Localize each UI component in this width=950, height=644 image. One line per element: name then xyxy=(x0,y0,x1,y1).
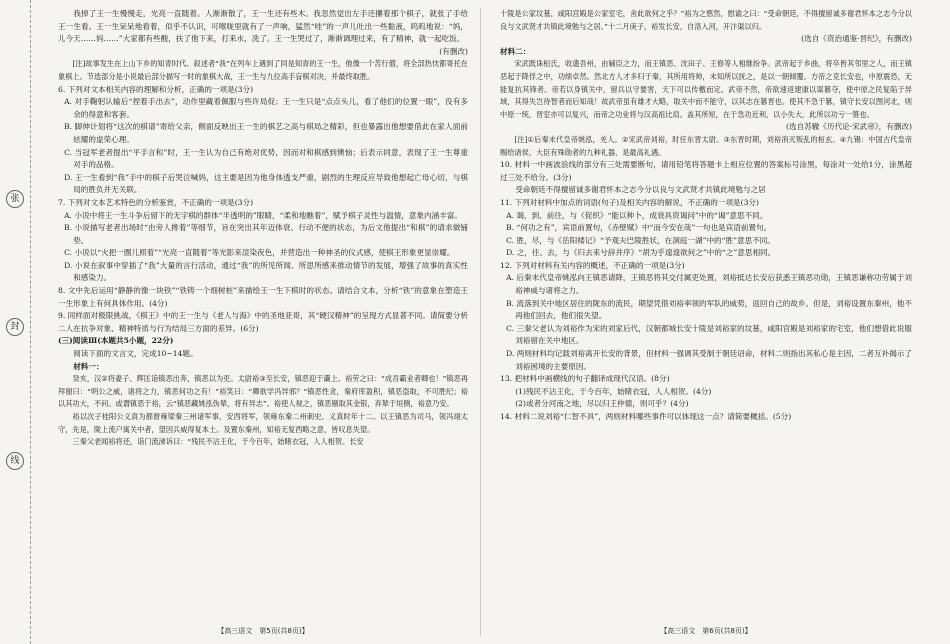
margin-mark-1: 张 xyxy=(6,190,24,208)
right-footer: 【高三语文 第6页(共8页)】 xyxy=(660,627,752,636)
binding-margin xyxy=(0,0,31,644)
option-12b: B. 流落到关中地区居住的陇东的流民，期望凭借刘裕率领的军队的威势，返回自己的故乡。但是，刘裕设置东秦州，他不再他们回去，他们很失望。 xyxy=(506,298,912,321)
section-instruction: 阅读下面的文言文，完成10~14题。 xyxy=(73,349,198,359)
question-10: 10. 材料一中画波浪线的部分有三处需要断句，请用铅笔将答题卡上相应位置的答案标号涂黑，每涂对一处给1分，涂黑超过三处不给分。(3分) xyxy=(500,160,912,182)
question-7: 7. 下列对文本艺术特色的分析鉴赏，不正确的一项是(3分) xyxy=(58,197,254,207)
source-note: (选自《资治通鉴·晋纪》，有删改) xyxy=(801,34,912,44)
option-11c: C. 胜，尽，与《岳阳楼记》“予观夫巴陵胜状，在洞庭一湖”中的“胜”意思不同。 xyxy=(506,235,775,245)
question-12: 12. 下列对材料有关内容的概述，不正确的一项是(3分) xyxy=(500,260,685,270)
material-1-heading: 材料一： xyxy=(73,361,104,371)
question-13: 13. 把材料中画横线的句子翻译成现代汉语。(8分) xyxy=(500,374,670,384)
source-note: (选自苏辙《历代论·宋武帝》，有删改) xyxy=(785,122,912,132)
option-7b: B. 小说描写老者出场时“由旁人搀着”等细节，旨在突出其年迈体衰、行动不便的状态，为后文他提出“和棋”的请求做铺垫。 xyxy=(64,223,468,245)
material-1-continued: 十陵是公家坟墓，咸阳宫殿是公家室宅，舍此欲何之乎？”裕为之愍然，慰谕之曰：“受命朝廷，不得擅留诚多谢君怀本之志今分以良与文武贤才共镇此境勉与之居。”十二月庚子，裕发长安，自洛入河，开汴渠以归。 xyxy=(500,9,912,31)
punctuation-sentence: 受命朝廷不得擅留诚多谢君怀本之志今分以良与文武贤才共镇此境勉与之居 xyxy=(515,185,766,195)
option-6d: D. 王一生看到“我”手中的棋子后哭泣喊妈，这主要是因为他身体透支严重，剧烈的生理反应导致他想起亡母心切，与棋局的胜负并无关联。 xyxy=(64,172,468,195)
left-footer: 【高三语文 第5页(共8页)】 xyxy=(217,627,309,636)
material-1-paragraph: 裕以次子桂阳公义真为都督雍梁秦三州诸军事，安西将军，领雍东秦二州刺史。义真时年十二。以王镇恶为司马，领冯翊太守，先是，陇上流户寓关中者，望因兵威得复本土。及置东秦州，知裕无复西略之意，皆叹息失望。 xyxy=(58,412,468,434)
material-1-paragraph: 癸亥，汉②将妻子、辉匡诣镇恶出奔，镇恶以为吏。太尉裕③至长安，镇恶迎于灞上。裕劳之曰：“成吾霸业者卿也！”镇恶再拜谢曰：“明公之威，诸将之力，镇恶何功之有！”裕笑曰：“卿欲学冯异邪？”镇恶性贪，秦府库盈积，镇恶盗取，不可胜纪；裕以其功大，不问。或谮镇恶于裕，云“镇恶藏姚泓伪辇，将有异志”。裕使人视之，镇恶剔取其金银，弃辇于垣侧，裕意乃安。 xyxy=(58,374,468,409)
question-9: 9. 同样面对极限挑战，《棋王》中的王一生与《老人与海》中的圣地亚哥，其“硬汉精神”的呈现方式显著不同。请简要分析二人在抗争对象、精神特质与行为结局三方面的差异。(6分) xyxy=(58,311,468,333)
question-8: 8. 文中先后运用“静静的像一块铁”“铁铸一个细树桩”来描绘王一生下棋时的状态。请结合文本，分析“铁”的意象在塑造王一生形象上有何具体作用。(4分) xyxy=(58,286,468,308)
option-6a: A. 对手鞠躬认输后“捏着手出去”，动作里藏着佩服与些许局促；王一生只是“点点头儿，看了他们的位置一眼”，没有多余的得意和客套。 xyxy=(64,97,468,119)
option-7d: D. 小说在叙事中穿插了“我”大量的言行活动，通过“我”的所见所闻、所思所感来推动情节的发展，增强了故事的真实性和感染力。 xyxy=(64,260,468,283)
source-note: (有删改) xyxy=(439,46,468,56)
option-12d: D. 两则材料均记载刘裕离开长安的背景，但材料一强调其受制于朝廷诏命，材料二则指出其私心是主因，二者互补揭示了刘裕困境的主要原因。 xyxy=(506,349,912,371)
question-14: 14. 材料二说刘裕“仁智不具”，两则材料哪些事件可以体现这一点？请简要概括。(5分) xyxy=(500,412,792,421)
section-heading: (三)阅读Ⅲ(本题共5小题，22分) xyxy=(58,336,174,346)
option-11d: D. 之，往、去，与《归去来兮辞并序》“胡为乎遑遑欲何之”中的“之”意思相同。 xyxy=(506,248,776,258)
material-2-heading: 材料二： xyxy=(500,46,531,56)
question-11: 11. 下列对材料中加点的词语(句子)及相关内容的解说，不正确的一项是(3分) xyxy=(500,197,759,207)
annotation-note: [注]故事发生在上山下乡的知青时代。叙述者“我”在列车上遇到了同是知青的王一生，他像一个苦行僧，将全部热忱都寄托在象棋上。节选部分是小说最后部分描写一时的象棋大战，王一生与九位高手盲棋对决，并最终取胜。 xyxy=(58,59,468,81)
question-6: 6. 下列对文本相关内容的理解和分析，正确的一项是(3分) xyxy=(58,84,254,94)
material-1-paragraph: 三秦父老闻裕将还，诣门流涕诉曰：“残民不沾王化，于今百年，始睹衣冠，人人相贺。长安 xyxy=(72,437,364,447)
option-11a: A. 谒，到、前往，与《促织》“能以种卜，成衰具资谒问”中的“谒”意思不同。 xyxy=(506,210,768,220)
option-12a: A. 后秦末代皇帝姚泓向王镇恶请降，王镇恶将其交付属吏处置，刘裕抵达长安后获悉王镇恶功勋，王镇恶谦称功劳属于刘裕神威与诸将之力。 xyxy=(506,273,912,296)
page-divider xyxy=(480,8,481,636)
question-13-part-1: (1)残民不沾王化，于今百年，始睹衣冠，人人相贺。(4分) xyxy=(515,386,712,396)
annotation-note: [注]①后秦末代皇帝姚泓，羌人。②宋武帝刘裕，时任东晋太尉。③东晋时期，刘裕消灭叛乱的桓玄。④九锡：中国古代皇帝赐给诸侯、大臣有殊勋者的九种礼器，是最高礼遇。 xyxy=(500,134,912,157)
option-7c: C. 小说以“火把一圈儿照着”“光亮一直随着”等光影来渲染夜色，并营造出一种神圣的仪式感，使棋王形象更显崇耀。 xyxy=(64,248,455,258)
right-page xyxy=(500,0,912,644)
question-13-part-2: (2)或者分河南之地，尽以归王仲德，则可乎？(4分) xyxy=(515,399,689,409)
material-2-paragraph: 宋武既诛桓氏，收遗吾州，由辅臣之力，而王镇恶、沈田子、王修等人相继纷争。武帝起于乡曲，将卒皆其邻里之人，而王镇恶起于降俘之中，功绩卓然。然北方人才多归于秦，其所用将帅，未知所以抚之，是以一朝倾覆。方帝之克长安也，中原震恐，无能复抗其锋者。帝若以身镇关中，留兵以守要害，天下可以传檄而定。武帝不然，帝欲速返建康以谋篡夺，使中原之民复陷于异域，其得失岂待智者而后知哉！故武帝虽有雄才大略，取关中而不能守，以其志在篡晋也。使其不急于篡，镇守长安以图河北，则中原一统，晋室亦可以复兴，而帝之功业将与汉高祖比肩。盖其所短，在于急功近利，以小失大，此所以功亏一篑也。 xyxy=(500,59,912,119)
option-6b: B. 脚伸计划将“这次的棋谱”寄给父亲，侧面反映出王一生的棋艺之高与棋局之精彩，但也暴露出他想要借此在家人面前炫耀的虚荣心理。 xyxy=(64,122,468,144)
margin-mark-2: 封 xyxy=(6,318,24,336)
option-7a: A. 小说中将王一生斗争后留下的无字棋的群体“半透明的”眼睛，“柔和地瞧着”，赋予棋子灵性与温情，意象内涵丰富。 xyxy=(64,210,463,220)
option-12c: C. 三秦父老认为刘裕作为宋的刘家后代，汉朝都城长安十陵是刘裕家的坟墓，咸阳宫殿是刘裕家的宅室，他们想借此说服刘裕留在关中地区。 xyxy=(506,323,912,346)
option-11b: B. “何功之有”，宾语前置句，《赤壁赋》中“而今安在哉”一句也是宾语前置句。 xyxy=(506,223,772,233)
margin-mark-3: 线 xyxy=(6,452,24,470)
option-6c: C. 当冠军老者提出“平手言和”时，王一生认为自己有绝对优势，因而对和棋感到懊恼；后表示同意，表现了王一生尊重对手的品格。 xyxy=(64,147,468,170)
left-page xyxy=(58,0,468,644)
passage-paragraph: 我掉了王一生慢慢走，光亮一直随着。人渐渐散了，王一生还有些木。我忽然觉出左手还攥着那个棋子，就张了手给王一生看。王一生呆呆地看着，似乎不认识，可喉咙里就有了一声响，猛然“哇”的一声儿吐出一些黏液，呜呜地说：“妈，儿今天……妈……”大家都有些酸，扶了他下来，打来水，洗了。王一生哭过了，渐渐调理过来，有了精神，就一起吃饭。 xyxy=(58,9,468,44)
